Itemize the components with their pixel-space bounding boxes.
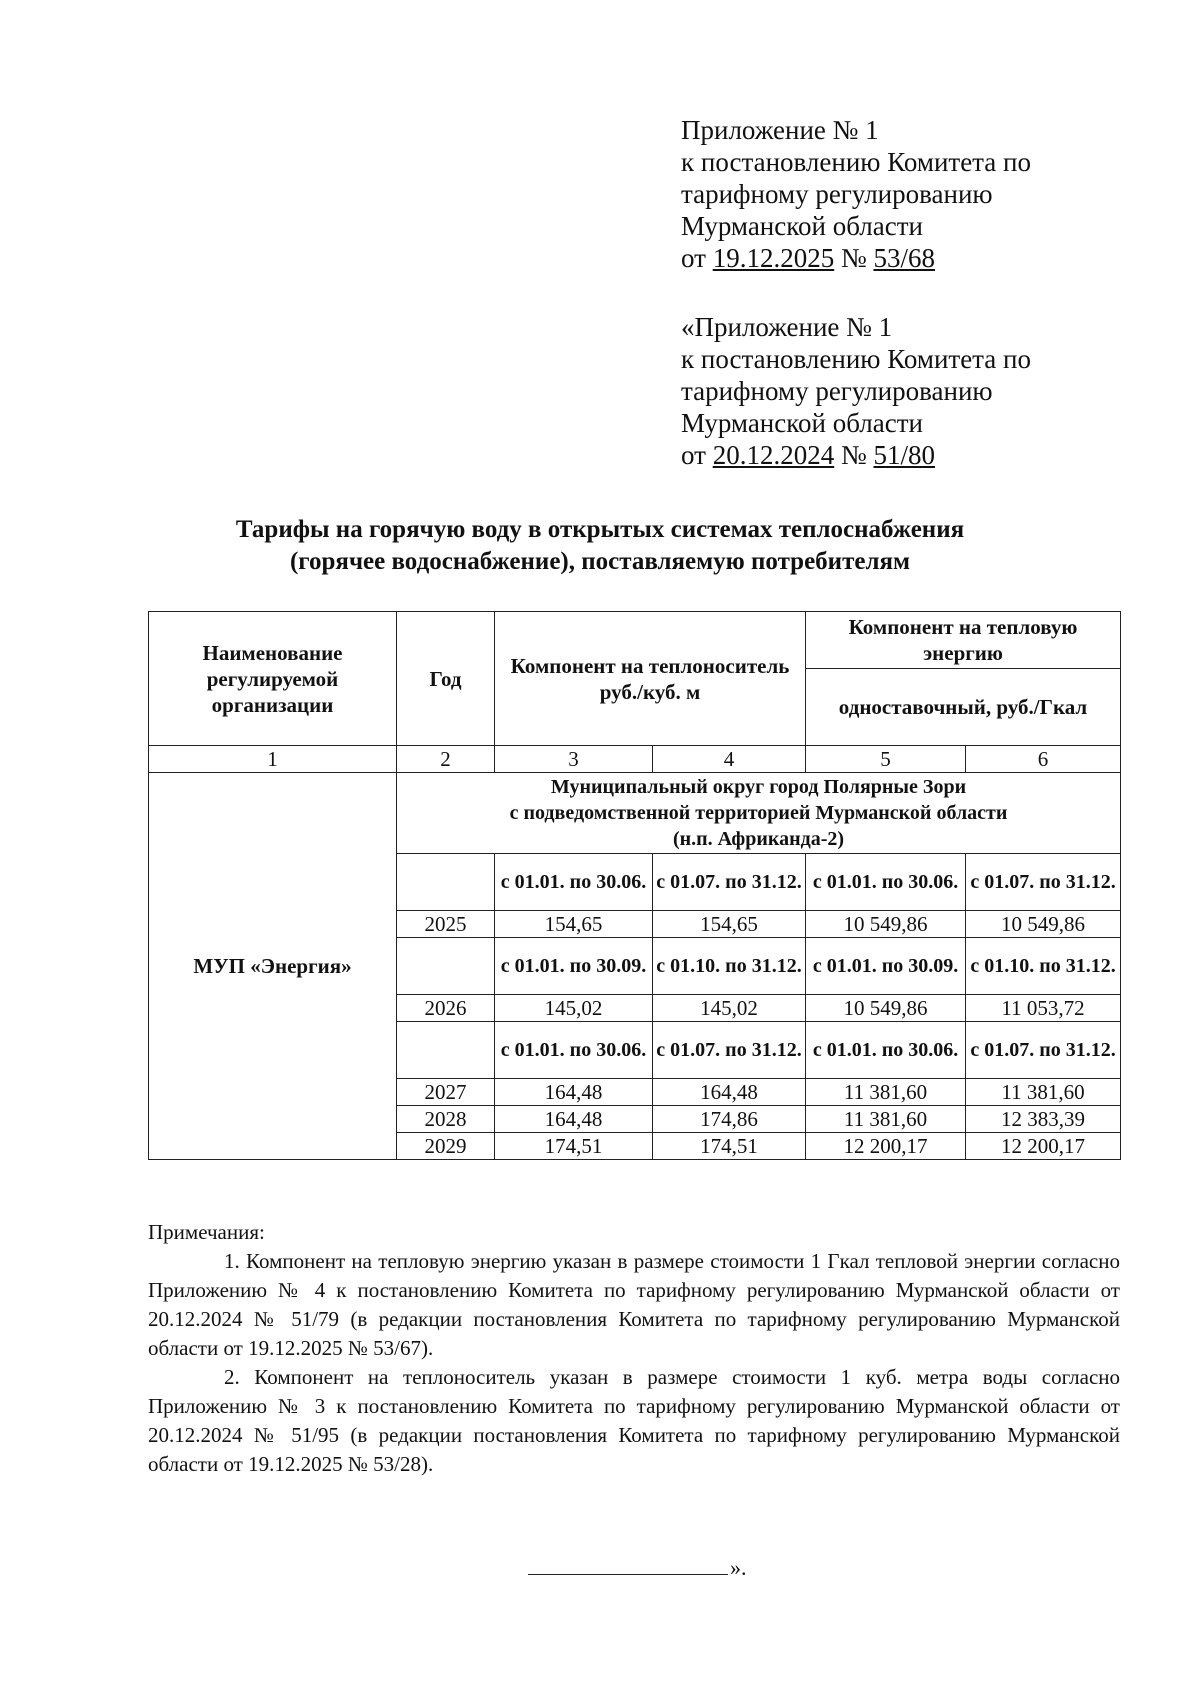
- appendix-current-number: 53/68: [873, 243, 935, 273]
- note-item: 2. Компонент на теплоноситель указан в размере стоимости 1 куб. метра воды согласно Приложению № 3 к постановлению Комитета по тарифному регулированию Мурманской области от 20.12.2024 № 51/95 (в редакции постановления Комитета по тарифному регулированию Мурманской области от 19.12.2025 № 53/28).: [148, 1365, 1120, 1476]
- period-label: с 01.10. по 31.12.: [966, 938, 1121, 995]
- period-year-blank: [397, 1022, 495, 1079]
- value-cell: 10 549,86: [966, 911, 1121, 938]
- number-prefix: №: [834, 243, 874, 273]
- year-cell: 2028: [397, 1106, 495, 1133]
- header-year: Год: [397, 612, 495, 746]
- date-prefix: от: [681, 440, 713, 470]
- appendix-current-line2: к постановлению Комитета по: [681, 147, 1031, 177]
- note-item: 1. Компонент на тепловую энергию указан в размере стоимости 1 Гкал тепловой энергии согласно Приложению № 4 к постановлению Комитета по тарифному регулированию Мурманской области от 20.12.2024 № 51/79 (в редакции постановления Комитета по тарифному регулированию Мурманской области от 19.12.2025 № 53/67).: [148, 1249, 1120, 1360]
- appendix-previous-date: 20.12.2024: [712, 440, 835, 470]
- value-cell: 11 053,72: [966, 995, 1121, 1022]
- number-prefix: №: [834, 440, 874, 470]
- header-heat: Компонент на тепловую энергию: [806, 612, 1121, 669]
- appendix-previous-line1: «Приложение № 1: [681, 312, 893, 342]
- year-cell: 2029: [397, 1133, 495, 1160]
- value-cell: 12 200,17: [966, 1133, 1121, 1160]
- appendix-previous-line3: тарифному регулированию: [681, 376, 993, 406]
- value-cell: 12 383,39: [966, 1106, 1121, 1133]
- value-cell: 12 200,17: [806, 1133, 966, 1160]
- period-label: с 01.01. по 30.09.: [495, 938, 653, 995]
- value-cell: 164,48: [495, 1079, 653, 1106]
- period-label: с 01.01. по 30.06.: [806, 854, 966, 911]
- appendix-current-line1: Приложение № 1: [681, 115, 879, 145]
- value-cell: 145,02: [653, 995, 806, 1022]
- column-number: 4: [653, 746, 806, 773]
- appendix-current-header: [681, 114, 1141, 274]
- column-number: 1: [149, 746, 397, 773]
- appendix-current-date: 19.12.2025: [712, 243, 835, 273]
- appendix-previous-line2: к постановлению Комитета по: [681, 344, 1031, 374]
- value-cell: 174,86: [653, 1106, 806, 1133]
- municipality-line2: с подведомственной территорией Мурманской области: [509, 802, 1008, 824]
- appendix-current-line4: Мурманской области: [681, 211, 923, 241]
- closing-quote: ».: [730, 1555, 747, 1580]
- date-prefix: от: [681, 243, 713, 273]
- value-cell: 174,51: [653, 1133, 806, 1160]
- appendix-previous-line4: Мурманской области: [681, 408, 923, 438]
- period-label: с 01.07. по 31.12.: [966, 1022, 1121, 1079]
- closing-mark: [528, 1555, 747, 1581]
- period-label: с 01.07. по 31.12.: [653, 854, 806, 911]
- value-cell: 164,48: [495, 1106, 653, 1133]
- appendix-previous-date-line: [681, 439, 1141, 471]
- column-number: 6: [966, 746, 1121, 773]
- header-coolant: Компонент на теплоноситель руб./куб. м: [495, 612, 806, 746]
- column-number: 3: [495, 746, 653, 773]
- title-line2: (горячее водоснабжение), поставляемую потребителям: [289, 548, 911, 575]
- column-number: 5: [806, 746, 966, 773]
- year-cell: 2026: [397, 995, 495, 1022]
- value-cell: 11 381,60: [966, 1079, 1121, 1106]
- notes-section: [148, 1218, 1120, 1479]
- appendix-current-date-line: [681, 242, 1141, 274]
- appendix-current-line3: тарифному регулированию: [681, 179, 993, 209]
- year-cell: 2027: [397, 1079, 495, 1106]
- appendix-previous-number: 51/80: [873, 440, 935, 470]
- period-label: с 01.07. по 31.12.: [653, 1022, 806, 1079]
- title-line1: Тарифы на горячую воду в открытых системах теплоснабжения: [235, 516, 965, 543]
- value-cell: 145,02: [495, 995, 653, 1022]
- appendix-previous-header: [681, 311, 1141, 471]
- column-number: 2: [397, 746, 495, 773]
- period-label: с 01.01. по 30.06.: [495, 1022, 653, 1079]
- value-cell: 10 549,86: [806, 995, 966, 1022]
- header-heat-sub: одноставочный, руб./Гкал: [806, 669, 1121, 746]
- municipality-heading: [397, 773, 1121, 854]
- document-title: [100, 514, 1100, 578]
- tariff-table: [148, 611, 1121, 1160]
- value-cell: 11 381,60: [806, 1106, 966, 1133]
- value-cell: 10 549,86: [806, 911, 966, 938]
- column-number-row: [149, 746, 1121, 773]
- notes-title: Примечания:: [148, 1220, 265, 1244]
- period-label: с 01.01. по 30.09.: [806, 938, 966, 995]
- municipality-line3: (н.п. Африканда-2): [672, 828, 845, 850]
- period-year-blank: [397, 938, 495, 995]
- period-year-blank: [397, 854, 495, 911]
- period-label: с 01.10. по 31.12.: [653, 938, 806, 995]
- organization-name: МУП «Энергия»: [149, 773, 397, 1160]
- value-cell: 174,51: [495, 1133, 653, 1160]
- value-cell: 154,65: [495, 911, 653, 938]
- value-cell: 164,48: [653, 1079, 806, 1106]
- municipality-line1: Муниципальный округ город Полярные Зори: [550, 776, 967, 798]
- closing-divider: [528, 1556, 728, 1575]
- period-label: с 01.01. по 30.06.: [806, 1022, 966, 1079]
- period-label: с 01.01. по 30.06.: [495, 854, 653, 911]
- year-cell: 2025: [397, 911, 495, 938]
- value-cell: 11 381,60: [806, 1079, 966, 1106]
- period-label: с 01.07. по 31.12.: [966, 854, 1121, 911]
- header-org: Наименование регулируемой организации: [149, 612, 397, 746]
- value-cell: 154,65: [653, 911, 806, 938]
